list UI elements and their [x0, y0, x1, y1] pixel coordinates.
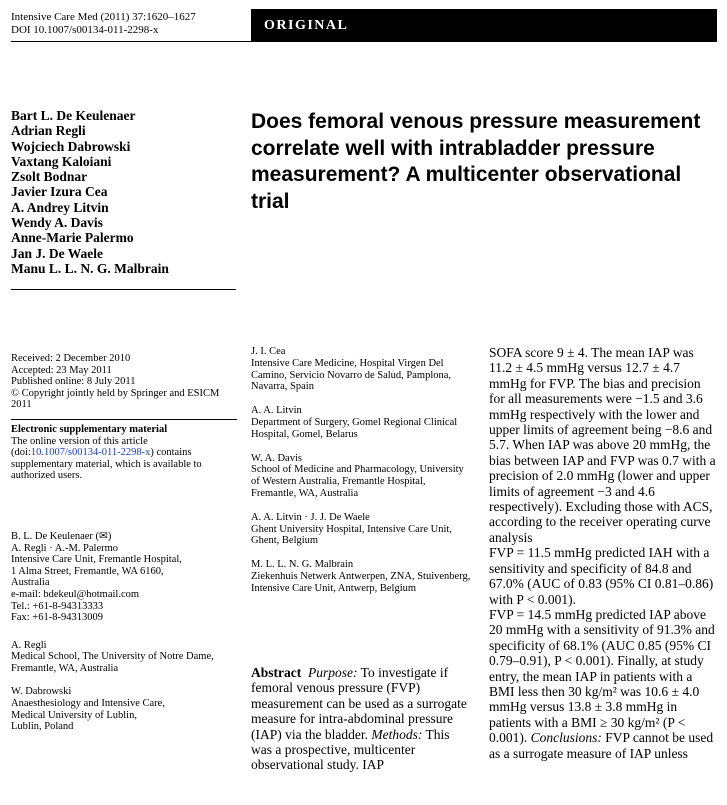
conclusions-text: FVP cannot be used as a surrogate measure of IAP unless — [489, 730, 714, 761]
section-label: ORIGINAL — [264, 18, 349, 33]
affiliation-text: Medical University of Lublin, — [11, 709, 137, 721]
affiliation-name: M. L. L. N. G. Malbrain — [251, 559, 354, 571]
esm-divider — [11, 419, 237, 420]
affiliation-text: School of Medicine and Pharmacology, University of Western Australia, Fremantle Hospital, Fremantle, WA, Australia — [251, 464, 464, 499]
affiliation-block — [251, 512, 473, 547]
copyright-notice: © Copyright jointly held by Springer and ESICM 2011 — [11, 387, 220, 411]
journal-citation — [11, 11, 196, 37]
email-address[interactable]: e-mail: bdekeul@hotmail.com — [11, 588, 140, 600]
left-column — [11, 353, 237, 739]
results-text: FVP = 14.5 mmHg predicted IAP above 20 mmHg with a sensitivity of 91.3% and specificity of 68.1% (AUC 0.85 (95% CI 0.79–0.91), P < 0.001). Finally, at study entry, the mean IAP in patients with a BMI less then 30 kg/m² was 10.6 ± 4.0 mmHg versus 13.8 ± 3.8 mmHg in patients with a BMI ≥ 30 kg/m² (P < 0.001). — [489, 606, 715, 746]
affiliation-block — [11, 640, 237, 675]
affiliation-block — [251, 405, 473, 440]
received-date: Received: 2 December 2010 — [11, 353, 131, 364]
methods-label: Methods: — [371, 726, 423, 742]
telephone: Tel.: +61-8-94313333 — [11, 600, 104, 612]
affiliation-text: Lublin, Poland — [11, 721, 74, 733]
author: Javier Izura Cea — [11, 184, 108, 200]
results-paragraph — [489, 607, 719, 761]
author: Manu L. L. N. G. Malbrain — [11, 260, 169, 276]
affiliation-text: Ghent University Hospital, Intensive Care Unit, Ghent, Belgium — [251, 523, 452, 547]
author: Bart L. De Keulenaer — [11, 108, 136, 123]
author-list — [11, 108, 169, 276]
esm-block — [11, 424, 237, 482]
affiliation-text: Department of Surgery, Gomel Regional Clinical Hospital, Gomel, Belarus — [251, 416, 458, 440]
methods-text: This was a prospective, multicenter observational study. IAP — [251, 726, 450, 773]
esm-text-before: The online version of this article (doi: — [11, 435, 148, 459]
doi-link[interactable]: 10.1007/s00134-011-2298-x — [30, 447, 151, 459]
affiliation-name: J. I. Cea — [251, 346, 286, 357]
purpose-text: To investigate if femoral venous pressure (FVP) measurement can be used as a surrogate measure for intra-abdominal pressure (IAP) via the bladder. — [251, 665, 467, 742]
affiliation-block — [251, 559, 473, 594]
author: Anne-Marie Palermo — [11, 230, 134, 246]
author: Wojciech Dabrowski — [11, 138, 131, 154]
section-banner — [251, 9, 717, 42]
right-column — [489, 345, 719, 761]
authors-divider — [11, 289, 236, 290]
affiliation-block — [251, 346, 473, 393]
author: Vaxtang Kaloiani — [11, 153, 112, 169]
abstract — [251, 665, 473, 773]
esm-text — [11, 436, 237, 482]
dates-block — [11, 353, 237, 411]
affiliation-block — [251, 453, 473, 500]
author: Jan J. De Waele — [11, 245, 103, 261]
conclusions-label: Conclusions: — [530, 730, 602, 746]
affiliation-name: A. A. Litvin · J. J. De Waele — [251, 511, 370, 523]
accepted-date: Accepted: 23 May 2011 — [11, 364, 112, 376]
author: A. Andrey Litvin — [11, 199, 109, 215]
results-paragraph: SOFA score 9 ± 4. The mean IAP was 11.2 ± 4.5 mmHg versus 12.7 ± 4.7 mmHg for FVP. The bias and precision for all measurements were −1.5 and 3.6 mmHg respectively with the lower and upper limits of agreement being −8.6 and 5.7. When IAP was above 20 mmHg, the bias between IAP and FVP was 0.7 with a precision of 2.0 mmHg (lower and upper limits of agreement −3 and 4.6 respectively). Excluding those with ACS, according to the receiver operating curve analysis — [489, 345, 716, 545]
purpose-label: Purpose: — [308, 665, 358, 680]
affiliation-name: A. Regli — [11, 639, 47, 651]
author: Wendy A. Davis — [11, 215, 103, 231]
affiliation-name: W. Dabrowski — [11, 686, 72, 698]
affiliation-text: Ziekenhuis Netwerk Antwerpen, ZNA, Stuivenberg, Intensive Care Unit, Antwerp, Belgium — [251, 570, 471, 594]
results-paragraph: FVP = 11.5 mmHg predicted IAH with a sensitivity and specificity of 84.8 and 67.0% (AUC of 0.83 (95% CI 0.81–0.86) with P < 0.001). — [489, 545, 714, 607]
journal-line: Intensive Care Med (2011) 37:1620–1627 — [11, 11, 196, 23]
doi-line: DOI 10.1007/s00134-011-2298-x — [11, 24, 159, 36]
affiliation-text: Intensive Care Medicine, Hospital Virgen Del Camino, Servicio Novarro de Salud, Pamplona, Navarra, Spain — [251, 357, 452, 393]
article-title: Does femoral venous pressure measurement correlate well with intrabladder pressure measurement? A multicenter observational trial — [251, 110, 701, 213]
published-date: Published online: 8 July 2011 — [11, 376, 136, 388]
abstract-label: Abstract — [251, 665, 302, 680]
author: Zsolt Bodnar — [11, 169, 88, 185]
fax: Fax: +61-8-94313009 — [11, 612, 103, 624]
corresponding-names: B. L. De Keulenaer (✉) — [11, 530, 112, 542]
esm-text-after: ) contains supplementary material, which is available to authorized users. — [11, 447, 202, 482]
esm-heading: Electronic supplementary material — [11, 423, 168, 435]
affiliation-block — [11, 686, 237, 732]
coauthor-names: A. Regli · A.-M. Palermo — [11, 542, 119, 554]
author: Adrian Regli — [11, 123, 86, 139]
affiliation-text: Medical School, The University of Notre Dame, Fremantle, WA, Australia — [11, 651, 214, 674]
middle-column — [251, 346, 473, 607]
affiliation-line: Intensive Care Unit, Fremantle Hospital, — [11, 554, 182, 566]
affiliation-name: W. A. Davis — [251, 452, 302, 464]
affiliation-text: Anaesthesiology and Intensive Care, — [11, 698, 165, 710]
affiliation-line: Australia — [11, 577, 50, 589]
corresponding-author-block — [11, 531, 237, 624]
header-divider — [11, 41, 251, 42]
affiliation-name: A. A. Litvin — [251, 405, 302, 417]
affiliation-line: 1 Alma Street, Fremantle, WA 6160, — [11, 565, 164, 577]
